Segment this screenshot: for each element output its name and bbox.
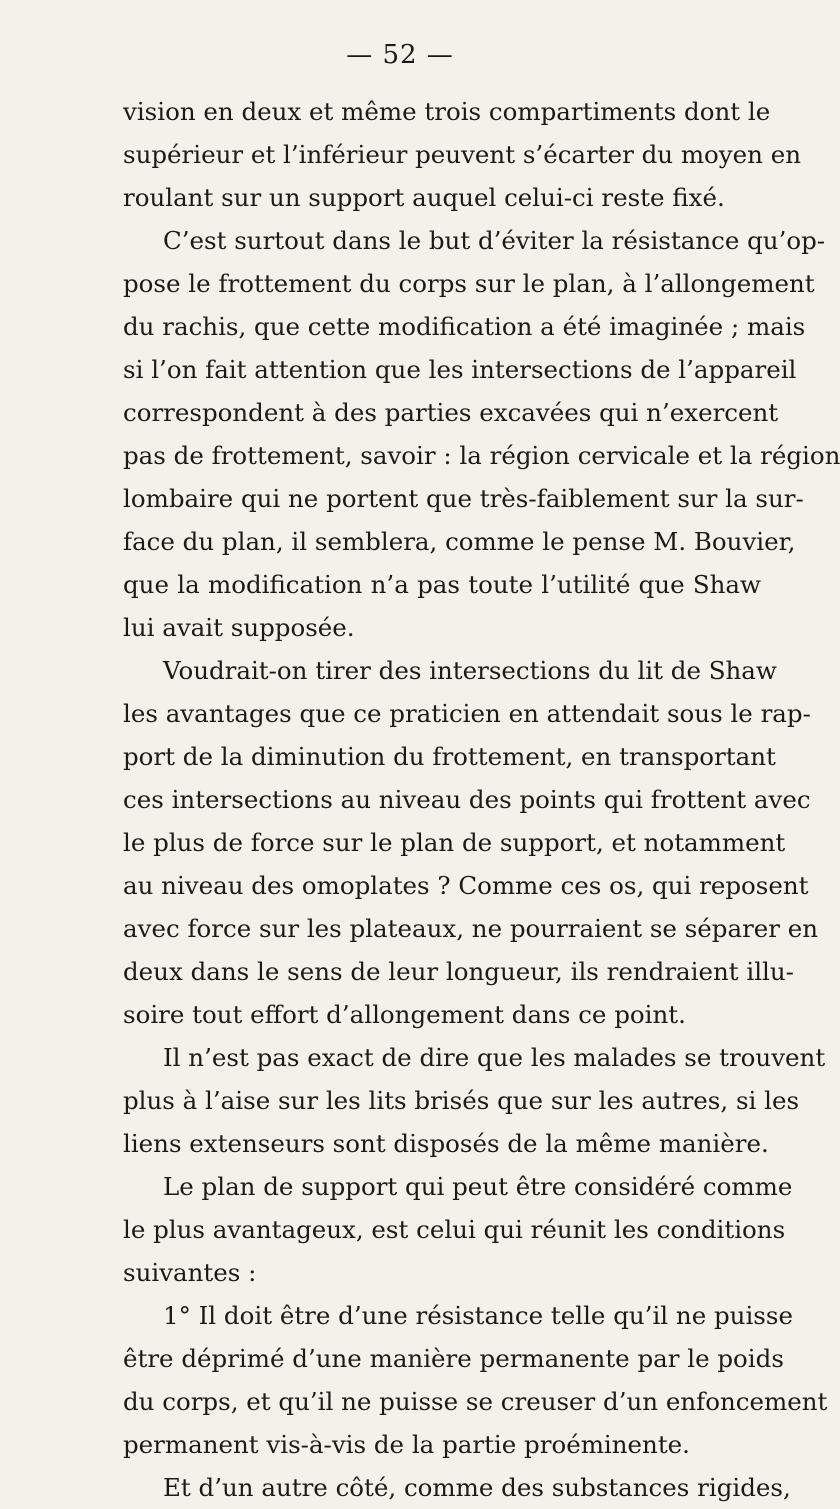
text-line: liens extenseurs sont disposés de la même manière. xyxy=(123,1129,769,1158)
text-line: plus à l’aise sur les lits brisés que sur les autres, si les xyxy=(123,1086,800,1115)
text-line: permanent vis-à-vis de la partie proéminente. xyxy=(123,1430,690,1459)
text-line: 1° Il doit être d’une résistance telle qu’il ne puisse xyxy=(163,1301,793,1330)
text-line: face du plan, il semblera, comme le pense M. Bouvier, xyxy=(123,527,796,556)
text-line: Et d’un autre côté, comme des substances rigides, xyxy=(163,1473,791,1502)
text-line: que la modification n’a pas toute l’utilité que Shaw xyxy=(123,570,761,599)
text-line: deux dans le sens de leur longueur, ils rendraient illu- xyxy=(123,957,794,986)
text-line: lombaire qui ne portent que très-faiblement sur la sur- xyxy=(123,484,804,513)
text-line: Voudrait-on tirer des intersections du lit de Shaw xyxy=(163,656,777,685)
text-line: pas de frottement, savoir : la région cervicale et la région xyxy=(123,441,840,470)
body-text xyxy=(123,90,840,1509)
text-line: être déprimé d’une manière permanente par le poids xyxy=(123,1344,784,1373)
text-line: si l’on fait attention que les intersections de l’appareil xyxy=(123,355,797,384)
text-line: du corps, et qu’il ne puisse se creuser d’un enfoncement xyxy=(123,1387,828,1416)
text-line: avec force sur les plateaux, ne pourraient se séparer en xyxy=(123,914,819,943)
text-line: suivantes : xyxy=(123,1258,257,1287)
text-line: du rachis, que cette modification a été imaginée ; mais xyxy=(123,312,806,341)
text-line: le plus de force sur le plan de support, et notamment xyxy=(123,828,786,857)
text-line: roulant sur un support auquel celui-ci reste fixé. xyxy=(123,183,725,212)
text-line: lui avait supposée. xyxy=(123,613,355,642)
page-number: — 52 — xyxy=(346,40,454,70)
text-line: pose le frottement du corps sur le plan, à l’allongement xyxy=(123,269,815,298)
text-line: port de la diminution du frottement, en transportant xyxy=(123,742,776,771)
text-line: le plus avantageux, est celui qui réunit les conditions xyxy=(123,1215,786,1244)
text-line: Le plan de support qui peut être considéré comme xyxy=(163,1172,793,1201)
text-line: C’est surtout dans le but d’éviter la résistance qu’op- xyxy=(163,226,826,255)
text-line: soire tout effort d’allongement dans ce point. xyxy=(123,1000,686,1029)
text-line: Il n’est pas exact de dire que les malades se trouvent xyxy=(163,1043,826,1072)
text-line: supérieur et l’inférieur peuvent s’écarter du moyen en xyxy=(123,140,801,169)
text-line: au niveau des omoplates ? Comme ces os, qui reposent xyxy=(123,871,809,900)
text-line: les avantages que ce praticien en attendait sous le rap- xyxy=(123,699,811,728)
text-line: vision en deux et même trois compartiments dont le xyxy=(123,97,771,126)
text-line: ces intersections au niveau des points qui frottent avec xyxy=(123,785,811,814)
text-line: correspondent à des parties excavées qui n’exercent xyxy=(123,398,779,427)
